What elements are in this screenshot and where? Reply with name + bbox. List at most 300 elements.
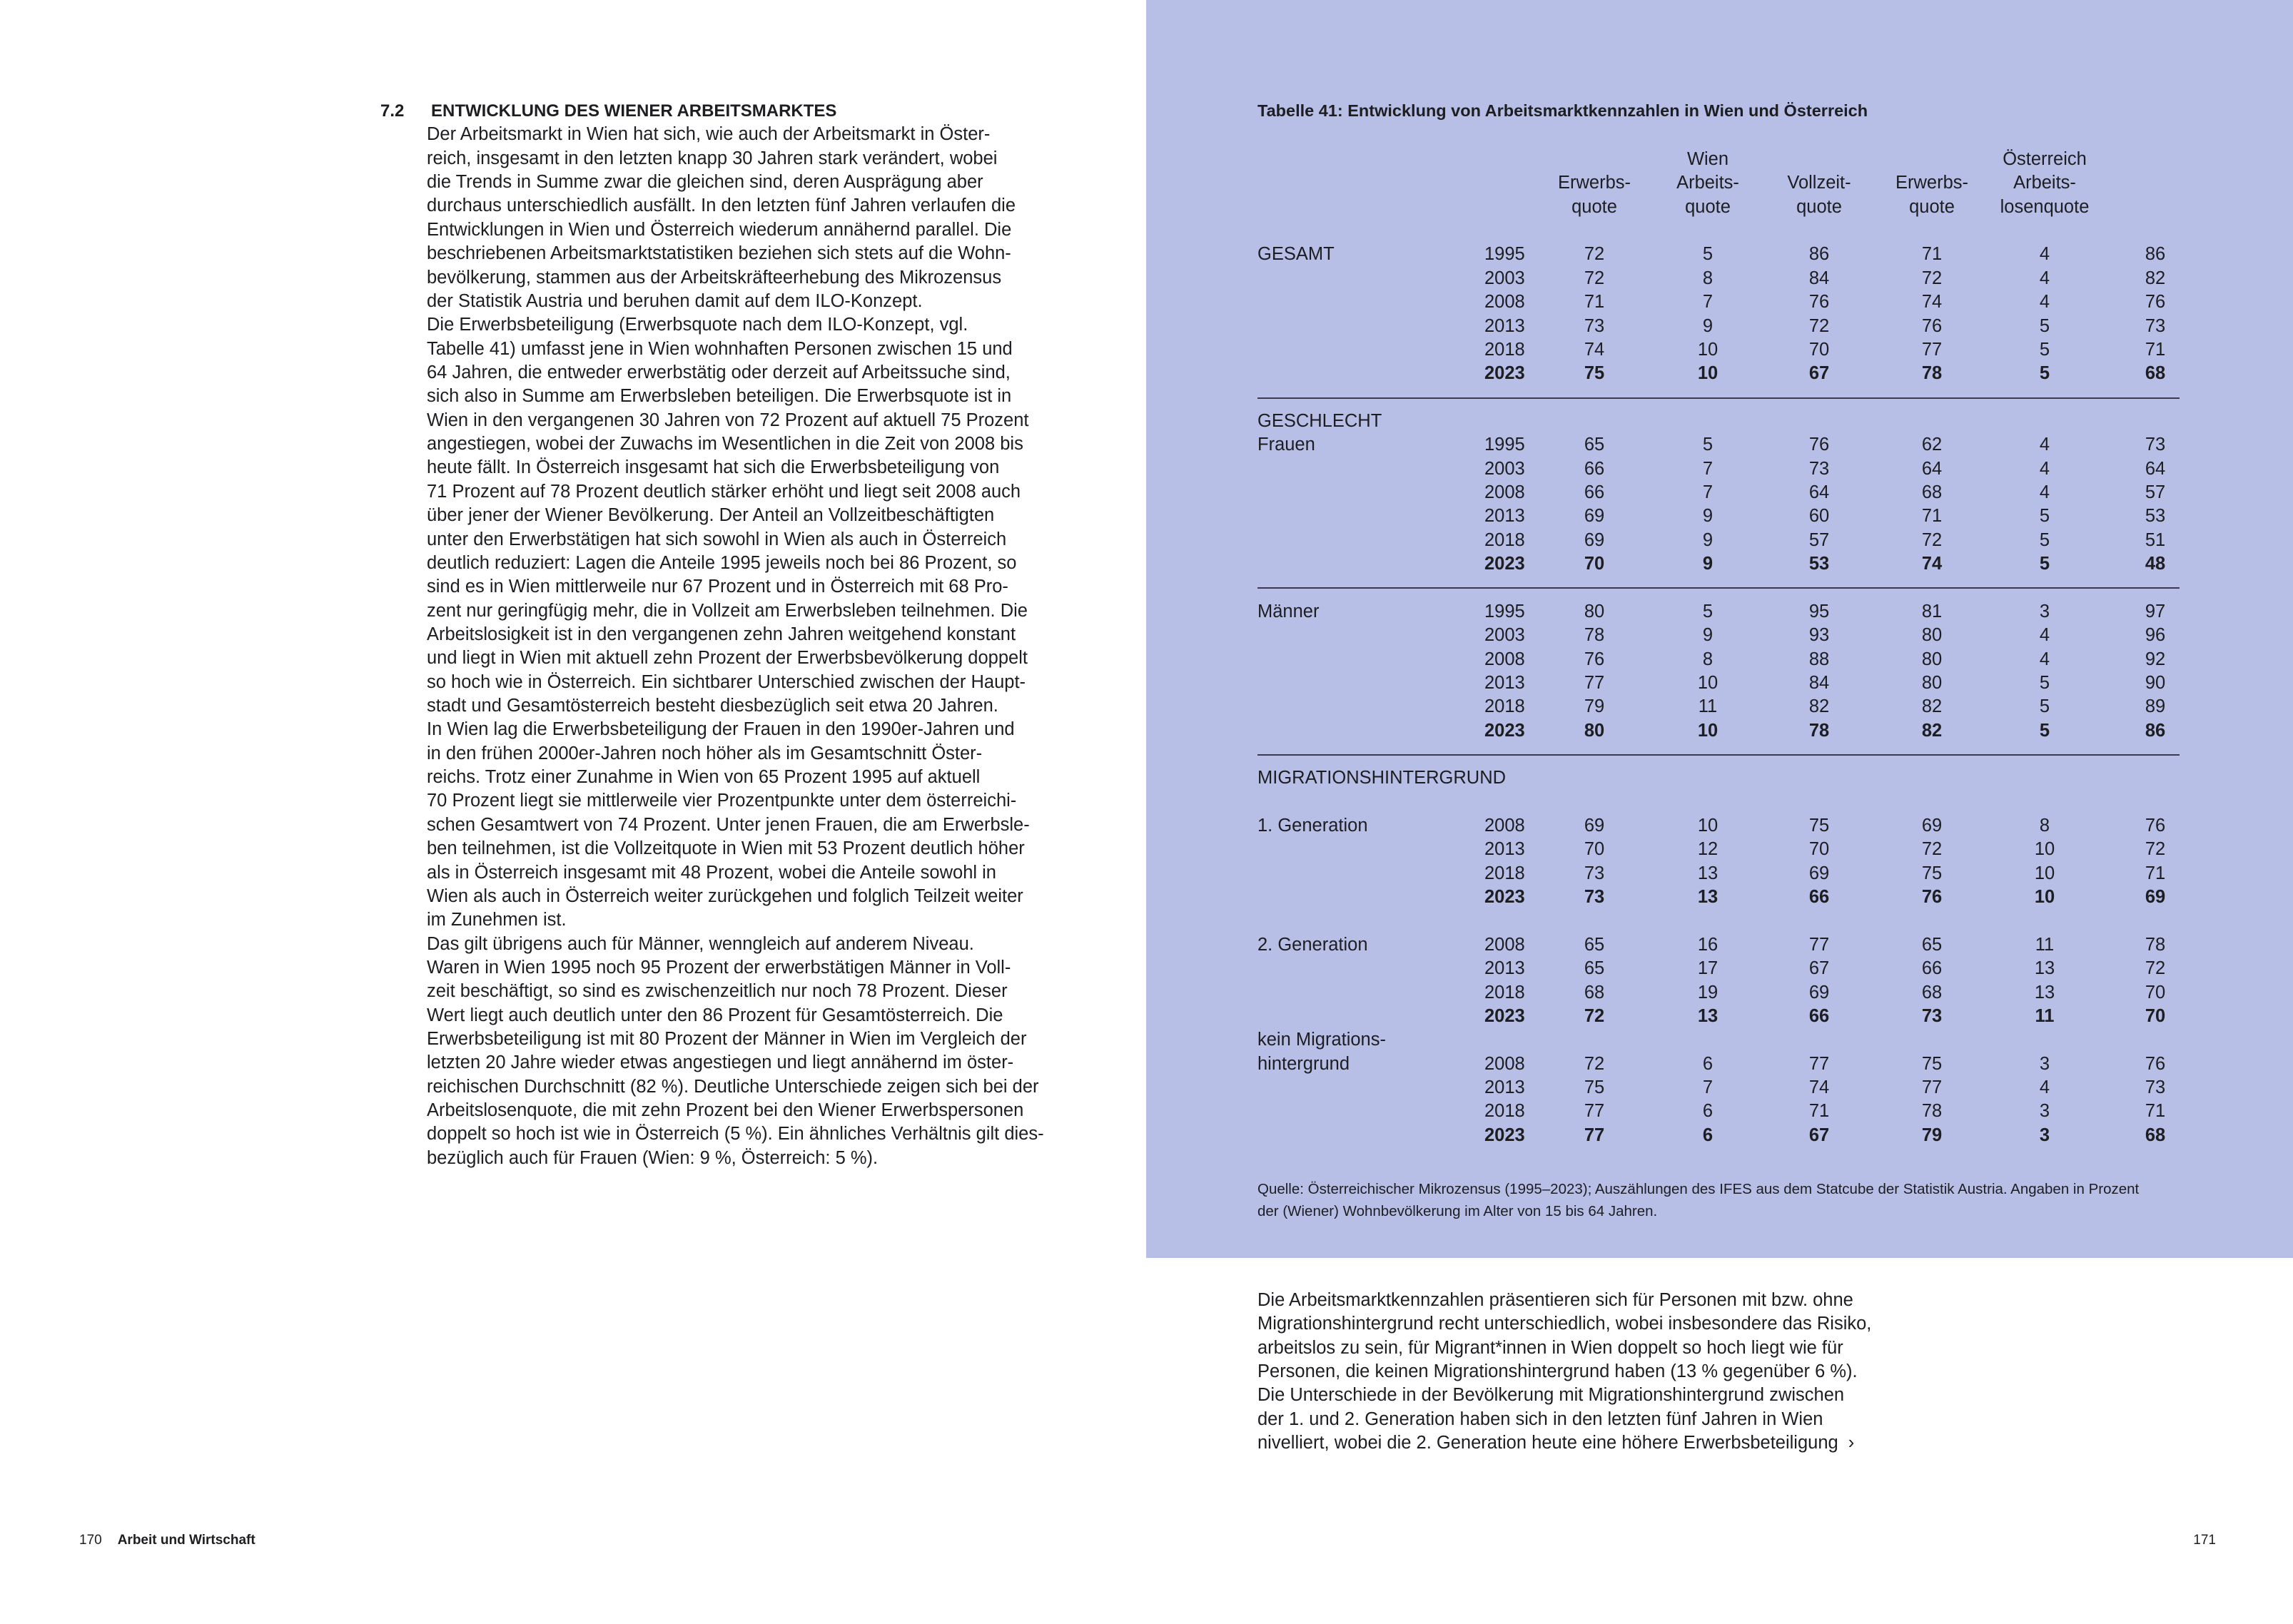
- body-text-line: [1257, 1408, 1871, 1431]
- table-spacer-row: [1257, 910, 2214, 933]
- cell-value: 10: [1697, 816, 1719, 836]
- table-row: [1257, 671, 2214, 695]
- cell-value: 53: [1808, 554, 1830, 574]
- body-text-line: 64 Jahren, die entweder erwerbstätig oder derzeit auf Arbeitssuche sind,: [427, 362, 1011, 382]
- cell-value: 67: [1808, 363, 1830, 384]
- body-text-line: beschriebenen Arbeitsmarktstatistiken beziehen sich stets auf die Wohn-: [427, 243, 1011, 264]
- cell-value: 13: [2034, 958, 2055, 979]
- cell-value: 71: [2145, 1101, 2166, 1122]
- cell-value: 9: [1702, 625, 1714, 646]
- column-header: losenquote: [2000, 196, 2090, 217]
- body-text-line: in den frühen 2000er-Jahren noch höher als im Gesamtschnitt Öster-: [427, 743, 983, 763]
- cell-value: 5: [1702, 601, 1714, 621]
- table-spacer-row: [1257, 219, 2214, 243]
- table-column-header-row: [1257, 171, 2214, 195]
- cell-value: 75: [1584, 1077, 1605, 1098]
- cell-value: 76: [2145, 292, 2166, 313]
- cell-value: 4: [2039, 244, 2050, 265]
- cell-value: 77: [1808, 934, 1830, 955]
- body-text-line: Wien in den vergangenen 30 Jahren von 72 Prozent auf aktuell 75 Prozent: [427, 410, 1029, 430]
- table-row: [1257, 814, 2214, 838]
- cell-value: 73: [2145, 1077, 2166, 1098]
- body-text-line: Arbeitslosigkeit ist in den vergangenen zehn Jahren weitgehend konstant: [427, 624, 1016, 644]
- table-separator-line: [1257, 397, 2180, 399]
- cell-value: 69: [1808, 863, 1830, 883]
- cell-value: 13: [2034, 982, 2055, 1003]
- cell-value: 80: [1921, 649, 1943, 669]
- row-year: 2023: [1484, 1005, 1525, 1026]
- cell-value: 64: [1921, 458, 1943, 479]
- table-title: Tabelle 41: Entwicklung von Arbeitsmarktkennzahlen in Wien und Österreich: [1257, 101, 1868, 120]
- cell-value: 86: [2145, 244, 2166, 265]
- row-year: 2008: [1484, 292, 1525, 313]
- cell-value: 10: [2034, 839, 2055, 860]
- cell-value: 10: [2034, 863, 2055, 883]
- cell-value: 93: [1808, 625, 1830, 646]
- cell-value: 73: [1584, 863, 1605, 883]
- cell-value: 88: [1808, 649, 1830, 669]
- cell-value: 65: [1584, 934, 1605, 955]
- cell-value: 75: [1584, 363, 1605, 384]
- body-text: Personen, die keinen Migrationshintergrund haben (13 % gegenüber 6 %).: [1257, 1361, 1858, 1382]
- row-year: 2013: [1484, 958, 1525, 979]
- cell-value: 13: [1697, 887, 1719, 908]
- section-title: ENTWICKLUNG DES WIENER ARBEITSMARKTES: [431, 101, 837, 121]
- cell-value: 57: [2145, 482, 2166, 503]
- body-text-line: Erwerbsbeteiligung ist mit 80 Prozent der Männer in Wien im Vergleich der: [427, 1029, 1027, 1050]
- cell-value: 77: [1584, 1101, 1605, 1122]
- cell-value: 10: [1697, 339, 1719, 360]
- table-group-header-row: [1257, 148, 2214, 171]
- cell-value: 71: [2145, 339, 2166, 360]
- cell-value: 72: [1584, 244, 1605, 265]
- cell-value: 69: [1584, 816, 1605, 836]
- body-text-line: unter den Erwerbstätigen hat sich sowohl in Wien als auch in Österreich: [427, 529, 1007, 549]
- cell-value: 70: [1808, 339, 1830, 360]
- table-row: [1257, 457, 2214, 481]
- cell-value: 4: [2039, 649, 2050, 669]
- row-year: 2008: [1484, 1053, 1525, 1074]
- cell-value: 70: [1584, 839, 1605, 860]
- cell-value: 74: [1584, 339, 1605, 360]
- row-year: 2013: [1484, 506, 1525, 527]
- cell-value: 76: [2145, 816, 2166, 836]
- body-text-line: heute fällt. In Österreich insgesamt hat sich die Erwerbsbeteiligung von: [427, 457, 1000, 478]
- body-text-line: [1257, 1312, 1871, 1336]
- body-text-line: über jener der Wiener Bevölkerung. Der Anteil an Vollzeitbeschäftigten: [427, 505, 995, 526]
- cell-value: 73: [1584, 315, 1605, 336]
- table-row: [1257, 267, 2214, 290]
- body-text-line: reich, insgesamt in den letzten knapp 30 Jahren stark verändert, wobei: [427, 148, 998, 168]
- cell-value: 72: [2145, 839, 2166, 860]
- cell-value: 5: [2039, 339, 2050, 360]
- table-row: [1257, 648, 2214, 671]
- cell-value: 76: [1921, 887, 1943, 908]
- cell-value: 64: [2145, 458, 2166, 479]
- cell-value: 9: [1702, 506, 1714, 527]
- body-text-line: sind es in Wien mittlerweile nur 67 Prozent und in Österreich mit 68 Pro-: [427, 577, 1008, 597]
- body-text-line: [1257, 1384, 1871, 1407]
- cell-value: 71: [1921, 506, 1943, 527]
- table-row: [1257, 1100, 2214, 1123]
- body-text-line: deutlich reduziert: Lagen die Anteile 1995 jeweils noch bei 86 Prozent, so: [427, 552, 1017, 573]
- cell-value: 79: [1584, 696, 1605, 717]
- cell-value: 69: [2145, 887, 2166, 908]
- row-year: 2023: [1484, 887, 1525, 908]
- cell-value: 96: [2145, 625, 2166, 646]
- body-text-line: Arbeitslosenquote, die mit zehn Prozent bei den Wiener Erwerbspersonen: [427, 1100, 1024, 1121]
- cell-value: 10: [1697, 363, 1719, 384]
- body-text-line: der Statistik Austria und beruhen damit auf dem ILO-Konzept.: [427, 290, 923, 311]
- cell-value: 70: [2145, 982, 2166, 1003]
- cell-value: 75: [1808, 816, 1830, 836]
- cell-value: 8: [2039, 816, 2050, 836]
- cell-value: 78: [1921, 363, 1943, 384]
- cell-value: 68: [1584, 982, 1605, 1003]
- body-text-line: Entwicklungen in Wien und Österreich wiederum annähernd parallel. Die: [427, 219, 1012, 240]
- cell-value: 6: [1702, 1101, 1714, 1122]
- body-text-line: so hoch wie in Österreich. Ein sichtbarer Unterschied zwischen der Haupt-: [427, 671, 1026, 692]
- body-text-line: stadt und Gesamtösterreich besteht diesbezüglich seit etwa 20 Jahren.: [427, 696, 998, 716]
- body-text-line: [1257, 1431, 1871, 1455]
- cell-value: 8: [1702, 268, 1714, 288]
- body-text-line: doppelt so hoch ist wie in Österreich (5 %). Ein ähnliches Verhältnis gilt dies-: [427, 1124, 1044, 1145]
- cell-value: 95: [1808, 601, 1830, 621]
- cell-value: 7: [1702, 458, 1714, 479]
- cell-value: 77: [1584, 1125, 1605, 1145]
- row-year: 2003: [1484, 268, 1525, 288]
- cell-value: 11: [2035, 1005, 2055, 1026]
- body-text-line: Der Arbeitsmarkt in Wien hat sich, wie auch der Arbeitsmarkt in Öster-: [427, 124, 991, 145]
- cell-value: 71: [2145, 863, 2166, 883]
- cell-value: 77: [1808, 1053, 1830, 1074]
- column-header: quote: [1796, 196, 1842, 217]
- cell-value: 3: [2039, 601, 2050, 621]
- body-text-line: Die Erwerbsbeteiligung (Erwerbsquote nach dem ILO-Konzept, vgl.: [427, 315, 968, 335]
- cell-value: 5: [2039, 696, 2050, 717]
- cell-value: 68: [1921, 982, 1943, 1003]
- cell-value: 8: [1702, 649, 1714, 669]
- cell-value: 90: [2145, 672, 2166, 693]
- column-header: Arbeits-: [1676, 173, 1739, 193]
- cell-value: 86: [2145, 720, 2166, 741]
- table-row: [1257, 957, 2214, 980]
- cell-value: 5: [2039, 529, 2050, 550]
- body-text-line: schen Gesamtwert von 74 Prozent. Unter jenen Frauen, die am Erwerbsle-: [427, 814, 1030, 835]
- cell-value: 3: [2039, 1125, 2050, 1145]
- cell-value: 78: [1921, 1101, 1943, 1122]
- body-text-line: und liegt in Wien mit aktuell zehn Prozent der Erwerbsbevölkerung doppelt: [427, 648, 1028, 669]
- column-header: Erwerbs-: [1557, 173, 1631, 193]
- cell-value: 75: [1921, 863, 1943, 883]
- column-header: Arbeits-: [2013, 173, 2076, 193]
- body-text: der 1. und 2. Generation haben sich in den letzten fünf Jahren in Wien: [1257, 1409, 1823, 1429]
- body-text-line: die Trends in Summe zwar die gleichen sind, deren Ausprägung aber: [427, 172, 983, 193]
- row-label: Frauen: [1257, 435, 1315, 455]
- table-row: [1257, 600, 2214, 624]
- column-header: quote: [1571, 196, 1617, 217]
- cell-value: 68: [2145, 1125, 2166, 1145]
- cell-value: 67: [1808, 958, 1830, 979]
- table-separator-row: [1257, 743, 2214, 766]
- cell-value: 71: [1584, 292, 1605, 313]
- continue-marker: ›: [1848, 1433, 1855, 1453]
- cell-value: 82: [1808, 696, 1830, 717]
- cell-value: 67: [1808, 1125, 1830, 1145]
- row-label: hintergrund: [1257, 1053, 1350, 1074]
- row-year: 1995: [1484, 435, 1525, 455]
- cell-value: 4: [2039, 1077, 2050, 1098]
- table-row: [1257, 1052, 2214, 1076]
- row-label: 2. Generation: [1257, 934, 1368, 955]
- cell-value: 82: [1921, 696, 1943, 717]
- row-year: 2013: [1484, 839, 1525, 860]
- body-text-line: reichischen Durchschnitt (82 %). Deutliche Unterschiede zeigen sich bei der: [427, 1076, 1039, 1097]
- cell-value: 73: [2145, 315, 2166, 336]
- cell-value: 60: [1808, 506, 1830, 527]
- cell-value: 82: [2145, 268, 2166, 288]
- table-separator-line: [1257, 587, 2180, 589]
- cell-value: 69: [1808, 982, 1830, 1003]
- table-row: [1257, 504, 2214, 528]
- cell-value: 79: [1921, 1125, 1943, 1145]
- cell-value: 66: [1584, 458, 1605, 479]
- table-row: [1257, 1028, 2214, 1052]
- cell-value: 72: [1584, 1053, 1605, 1074]
- table-row: [1257, 624, 2214, 647]
- cell-value: 9: [1702, 315, 1714, 336]
- row-year: 2008: [1484, 649, 1525, 669]
- cell-value: 73: [1921, 1005, 1943, 1026]
- row-year: 2018: [1484, 1101, 1525, 1122]
- group-header-oesterreich: Österreich: [2003, 149, 2087, 169]
- cell-value: 3: [2039, 1101, 2050, 1122]
- cell-value: 7: [1702, 482, 1714, 503]
- cell-value: 92: [2145, 649, 2166, 669]
- table-row: [1257, 338, 2214, 362]
- body-text: Die Unterschiede in der Bevölkerung mit Migrationshintergrund zwischen: [1257, 1385, 1845, 1406]
- cell-value: 4: [2039, 268, 2050, 288]
- cell-value: 4: [2039, 292, 2050, 313]
- cell-value: 71: [1808, 1101, 1830, 1122]
- cell-value: 5: [2039, 554, 2050, 574]
- cell-value: 66: [1921, 958, 1943, 979]
- cell-value: 72: [2145, 958, 2166, 979]
- table-row: [1257, 552, 2214, 576]
- cell-value: 71: [1921, 244, 1943, 265]
- table-row: [1257, 766, 2214, 790]
- body-text-line: sich also in Summe am Erwerbsleben beteiligen. Die Erwerbsquote ist in: [427, 386, 1012, 407]
- row-year: 1995: [1484, 244, 1525, 265]
- row-year: 2018: [1484, 982, 1525, 1003]
- table-source-note: [1257, 1178, 2139, 1222]
- column-header: Erwerbs-: [1895, 173, 1968, 193]
- row-year: 2003: [1484, 458, 1525, 479]
- cell-value: 69: [1921, 816, 1943, 836]
- cell-value: 4: [2039, 482, 2050, 503]
- cell-value: 70: [1584, 554, 1605, 574]
- body-text-line: zeit beschäftigt, so sind es zwischenzeitlich nur noch 78 Prozent. Dieser: [427, 981, 1008, 1002]
- cell-value: 10: [1697, 720, 1719, 741]
- cell-value: 86: [1808, 244, 1830, 265]
- cell-value: 5: [2039, 672, 2050, 693]
- cell-value: 72: [1921, 839, 1943, 860]
- table-row: [1257, 410, 2214, 433]
- cell-value: 53: [2145, 506, 2166, 527]
- table-row: [1257, 290, 2214, 314]
- table-row: [1257, 529, 2214, 552]
- cell-value: 66: [1808, 1005, 1830, 1026]
- cell-value: 77: [1584, 672, 1605, 693]
- table-row: [1257, 362, 2214, 385]
- body-text-line: reichs. Trotz einer Zunahme in Wien von 65 Prozent 1995 auf aktuell: [427, 767, 981, 788]
- cell-value: 97: [2145, 601, 2166, 621]
- body-text-line: zent nur geringfügig mehr, die in Vollzeit am Erwerbsleben teilnehmen. Die: [427, 600, 1028, 621]
- body-text-line: 71 Prozent auf 78 Prozent deutlich stärker erhöht und liegt seit 2008 auch: [427, 481, 1021, 502]
- body-text-line: angestiegen, wobei der Zuwachs im Wesentlichen in die Zeit von 2008 bis: [427, 434, 1023, 455]
- body-text-line: bevölkerung, stammen aus der Arbeitskräfteerhebung des Mikrozensus: [427, 267, 1002, 288]
- cell-value: 7: [1702, 292, 1714, 313]
- page-number-right: 171: [2193, 1533, 2216, 1548]
- cell-value: 66: [1584, 482, 1605, 503]
- body-text-line: letzten 20 Jahre wieder etwas angestiegen und liegt annähernd im öster-: [427, 1052, 1014, 1073]
- cell-value: 19: [1697, 982, 1719, 1003]
- cell-value: 65: [1584, 958, 1605, 979]
- row-year: 2023: [1484, 1125, 1525, 1145]
- table-body: [1257, 243, 2214, 1147]
- row-year: 2018: [1484, 696, 1525, 717]
- row-year: 2013: [1484, 1077, 1525, 1098]
- table-row: [1257, 1005, 2214, 1028]
- cell-value: 84: [1808, 672, 1830, 693]
- cell-value: 78: [1808, 720, 1830, 741]
- table-separator-line: [1257, 754, 2180, 756]
- row-year: 2023: [1484, 363, 1525, 384]
- body-text-line: Wert liegt auch deutlich unter den 86 Prozent für Gesamtösterreich. Die: [427, 1005, 1003, 1025]
- cell-value: 76: [1808, 292, 1830, 313]
- row-year: 2013: [1484, 315, 1525, 336]
- table-row: [1257, 315, 2214, 338]
- source-line: der (Wiener) Wohnbevölkerung im Alter von 15 bis 64 Jahren.: [1257, 1203, 1658, 1219]
- cell-value: 72: [1921, 268, 1943, 288]
- body-text-line: [1257, 1289, 1871, 1312]
- cell-value: 80: [1584, 601, 1605, 621]
- cell-value: 73: [1584, 887, 1605, 908]
- cell-value: 89: [2145, 696, 2166, 717]
- cell-value: 5: [2039, 506, 2050, 527]
- cell-value: 81: [1921, 601, 1943, 621]
- cell-value: 84: [1808, 268, 1830, 288]
- body-text: Migrationshintergrund recht unterschiedlich, wobei insbesondere das Risiko,: [1257, 1314, 1872, 1334]
- running-title: Arbeit und Wirtschaft: [117, 1533, 255, 1548]
- cell-value: 68: [2145, 363, 2166, 384]
- left-body-text: [427, 123, 1044, 1170]
- cell-value: 9: [1702, 554, 1714, 574]
- body-text-line: In Wien lag die Erwerbsbeteiligung der Frauen in den 1990er-Jahren und: [427, 719, 1015, 740]
- cell-value: 66: [1808, 887, 1830, 908]
- body-text-line: durchaus unterschiedlich ausfällt. In den letzten fünf Jahren verlaufen die: [427, 196, 1016, 216]
- cell-value: 4: [2039, 625, 2050, 646]
- cell-value: 74: [1921, 292, 1943, 313]
- table-separator-row: [1257, 576, 2214, 599]
- group-header-wien: Wien: [1686, 149, 1729, 169]
- row-year: 2018: [1484, 339, 1525, 360]
- body-text-line: bezüglich auch für Frauen (Wien: 9 %, Österreich: 5 %).: [427, 1147, 879, 1168]
- cell-value: 5: [2039, 720, 2050, 741]
- body-text-line: Das gilt übrigens auch für Männer, wenngleich auf anderem Niveau.: [427, 933, 974, 954]
- cell-value: 57: [1808, 529, 1830, 550]
- cell-value: 5: [1702, 244, 1714, 265]
- cell-value: 17: [1697, 958, 1719, 979]
- cell-value: 65: [1921, 934, 1943, 955]
- cell-value: 80: [1921, 672, 1943, 693]
- table-row: [1257, 481, 2214, 504]
- row-year: 2008: [1484, 934, 1525, 955]
- cell-value: 62: [1921, 435, 1943, 455]
- cell-value: 70: [2145, 1005, 2166, 1026]
- body-text-line: im Zunehmen ist.: [427, 910, 567, 930]
- row-year: 2023: [1484, 720, 1525, 741]
- cell-value: 82: [1921, 720, 1943, 741]
- body-text: Die Arbeitsmarktkennzahlen präsentieren sich für Personen mit bzw. ohne: [1257, 1290, 1853, 1310]
- row-year: 2013: [1484, 672, 1525, 693]
- cell-value: 78: [1584, 625, 1605, 646]
- data-table: [1257, 148, 2214, 1147]
- cell-value: 12: [1697, 839, 1719, 860]
- cell-value: 70: [1808, 839, 1830, 860]
- cell-value: 13: [1697, 1005, 1719, 1026]
- cell-value: 7: [1702, 1077, 1714, 1098]
- table-column-header-row: [1257, 196, 2214, 219]
- table-row: [1257, 695, 2214, 719]
- cell-value: 9: [1702, 529, 1714, 550]
- section-number: 7.2: [380, 101, 405, 121]
- body-text-line: Tabelle 41) umfasst jene in Wien wohnhaften Personen zwischen 15 und: [427, 338, 1013, 359]
- body-text-line: 70 Prozent liegt sie mittlerweile vier Prozentpunkte unter dem österreichi-: [427, 791, 1017, 811]
- body-text-line: ben teilnehmen, ist die Vollzeitquote in Wien mit 53 Prozent deutlich höher: [427, 838, 1025, 859]
- table-row: [1257, 1124, 2214, 1147]
- row-label: GESAMT: [1257, 244, 1335, 265]
- cell-value: 5: [2039, 315, 2050, 336]
- cell-value: 5: [1702, 435, 1714, 455]
- table-row: [1257, 838, 2214, 861]
- body-text-line: [1257, 1336, 1871, 1360]
- table-row: [1257, 719, 2214, 743]
- table-separator-row: [1257, 386, 2214, 410]
- cell-value: 69: [1584, 529, 1605, 550]
- right-body-text: [1257, 1289, 1871, 1456]
- body-text: nivelliert, wobei die 2. Generation heute eine höhere Erwerbsbeteiligung: [1257, 1433, 1838, 1453]
- cell-value: 72: [1584, 268, 1605, 288]
- table-row: [1257, 885, 2214, 909]
- cell-value: 51: [2145, 529, 2166, 550]
- cell-value: 72: [1921, 529, 1943, 550]
- cell-value: 76: [2145, 1053, 2166, 1074]
- row-label: GESCHLECHT: [1257, 410, 1382, 431]
- cell-value: 4: [2039, 458, 2050, 479]
- cell-value: 73: [2145, 435, 2166, 455]
- cell-value: 5: [2039, 363, 2050, 384]
- cell-value: 10: [1697, 672, 1719, 693]
- cell-value: 76: [1808, 435, 1830, 455]
- body-text-line: Waren in Wien 1995 noch 95 Prozent der erwerbstätigen Männer in Voll-: [427, 957, 1011, 978]
- row-label: MIGRATIONSHINTERGRUND: [1257, 768, 1507, 788]
- page-number-left: 170: [79, 1533, 102, 1548]
- cell-value: 80: [1584, 720, 1605, 741]
- cell-value: 11: [1698, 696, 1718, 717]
- row-label: Männer: [1257, 601, 1320, 621]
- cell-value: 69: [1584, 506, 1605, 527]
